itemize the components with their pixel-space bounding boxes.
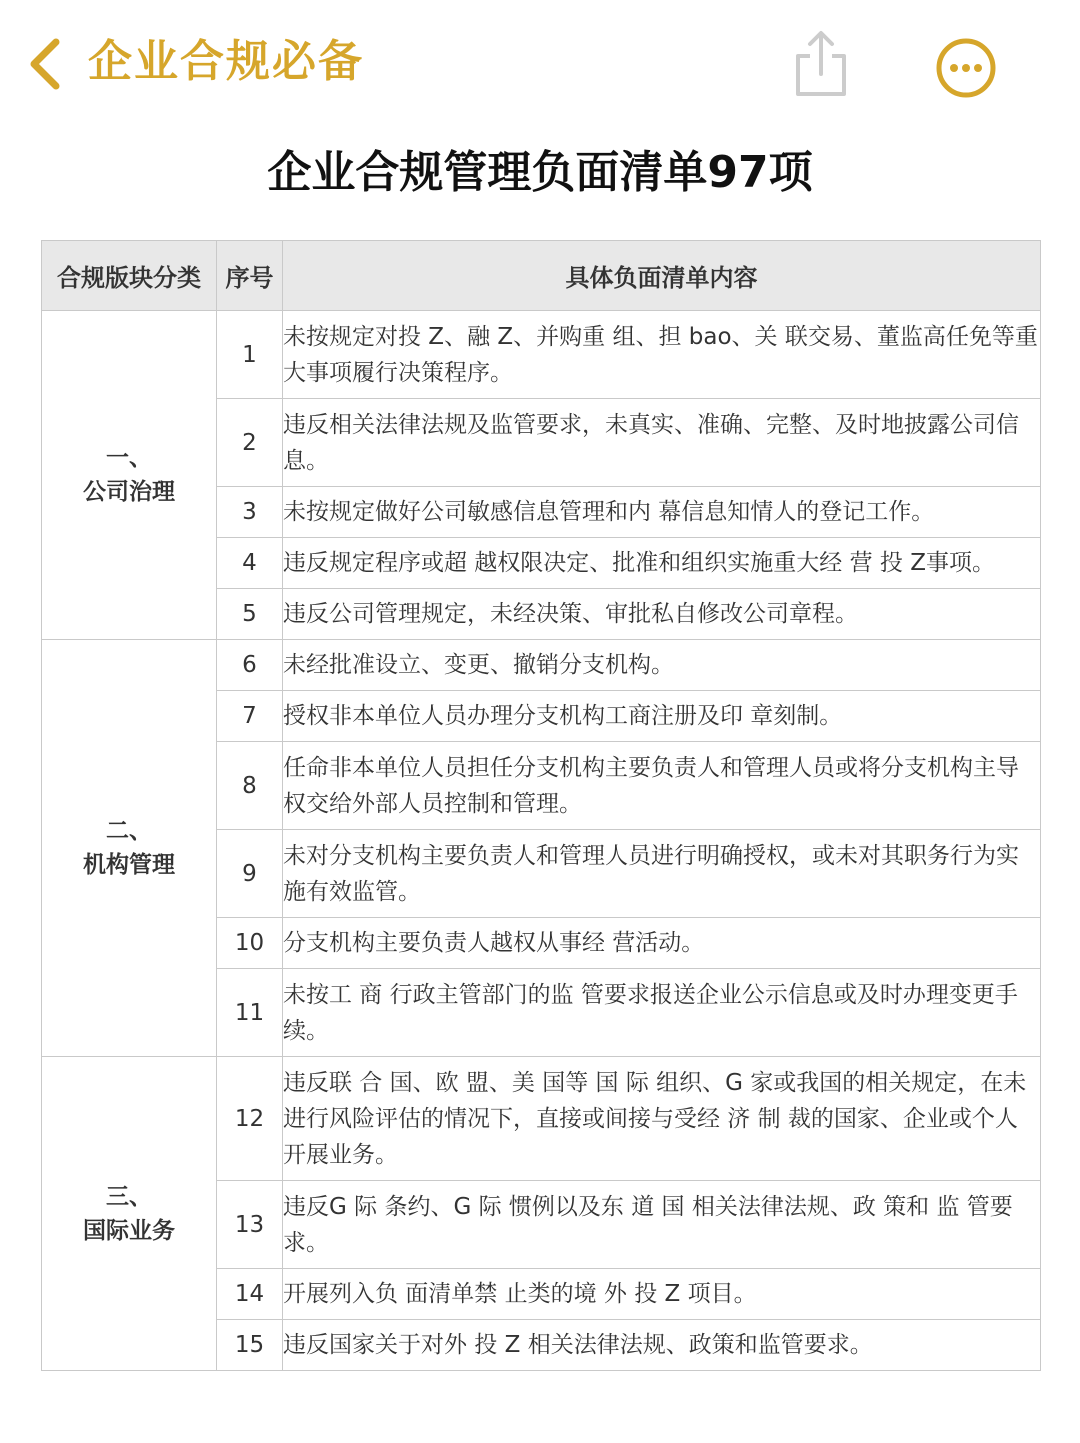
row-content: 未经批准设立、变更、撤销分支机构。 (283, 640, 1041, 691)
table-body (42, 311, 1041, 1371)
row-content: 未按规定做好公司敏感信息管理和内 幕信息知情人的登记工作。 (283, 487, 1041, 538)
category-cell (42, 311, 217, 640)
category-cell (42, 1057, 217, 1371)
row-number: 15 (217, 1320, 283, 1371)
row-number: 3 (217, 487, 283, 538)
table-row (42, 1057, 1041, 1181)
row-number: 10 (217, 918, 283, 969)
more-icon (934, 36, 998, 100)
category-name: 公司治理 (83, 479, 175, 505)
category-name: 国际业务 (83, 1217, 175, 1244)
document-title: 企业合规管理负面清单97项 (267, 147, 813, 198)
header-number: 序号 (217, 241, 283, 311)
row-number: 1 (217, 311, 283, 399)
share-button[interactable] (790, 28, 852, 100)
row-number: 8 (217, 742, 283, 830)
row-number: 13 (217, 1181, 283, 1269)
row-content: 分支机构主要负责人越权从事经 营活动。 (283, 918, 1041, 969)
category-name: 机构管理 (83, 852, 175, 878)
category-prefix: 三、 (106, 1183, 152, 1210)
row-content: 授权非本单位人员办理分支机构工商注册及印 章刻制。 (283, 691, 1041, 742)
row-number: 6 (217, 640, 283, 691)
row-content: 开展列入负 面清单禁 止类的境 外 投 Z 项目。 (283, 1269, 1041, 1320)
row-number: 9 (217, 830, 283, 918)
nav-title: 企业合规必备 (88, 36, 364, 87)
row-number: 12 (217, 1057, 283, 1181)
row-number: 11 (217, 969, 283, 1057)
category-prefix: 一、 (106, 445, 152, 471)
top-navigation-bar (0, 0, 1080, 120)
category-prefix: 二、 (106, 818, 152, 844)
row-content: 违反相关法律法规及监管要求，未真实、准确、完整、及时地披露公司信息。 (283, 399, 1041, 487)
row-content: 违反公司管理规定，未经决策、审批私自修改公司章程。 (283, 589, 1041, 640)
negative-list-table (41, 240, 1041, 1371)
more-options-button[interactable] (934, 36, 998, 100)
chevron-left-icon (22, 34, 74, 94)
row-content: 未按规定对投 Z、融 Z、并购重 组、担 bao、关 联交易、董监高任免等重 大事项履行决策程序。 (283, 311, 1041, 399)
row-number: 4 (217, 538, 283, 589)
table-row (42, 640, 1041, 691)
row-number: 14 (217, 1269, 283, 1320)
row-content: 违反规定程序或超 越权限决定、批准和组织实施重大经 营 投 Z事项。 (283, 538, 1041, 589)
row-number: 5 (217, 589, 283, 640)
row-number: 2 (217, 399, 283, 487)
table-row (42, 311, 1041, 399)
row-content: 任命非本单位人员担任分支机构主要负责人和管理人员或将分支机构主导权交给外部人员控制和管理。 (283, 742, 1041, 830)
row-content: 未按工 商 行政主管部门的监 管要求报送企业公示信息或及时办理变更手续。 (283, 969, 1041, 1057)
row-content: 未对分支机构主要负责人和管理人员进行明确授权，或未对其职务行为实施有效监管。 (283, 830, 1041, 918)
category-cell (42, 640, 217, 1057)
row-content: 违反联 合 国、欧 盟、美 国等 国 际 组织、G 家或我国的相关规定，在未进行风险评估的情况下，直接或间接与受经 济 制 裁的国家、企业或个人开展业务。 (283, 1057, 1041, 1181)
header-content: 具体负面清单内容 (283, 241, 1041, 311)
header-category: 合规版块分类 (42, 241, 217, 311)
row-content: 违反国家关于对外 投 Z 相关法律法规、政策和监管要求。 (283, 1320, 1041, 1371)
table-header-row (42, 241, 1041, 311)
row-number: 7 (217, 691, 283, 742)
share-icon (790, 28, 852, 100)
row-content: 违反G 际 条约、G 际 惯例以及东 道 国 相关法律法规、政 策和 监 管要求。 (283, 1181, 1041, 1269)
back-button[interactable] (22, 34, 74, 94)
